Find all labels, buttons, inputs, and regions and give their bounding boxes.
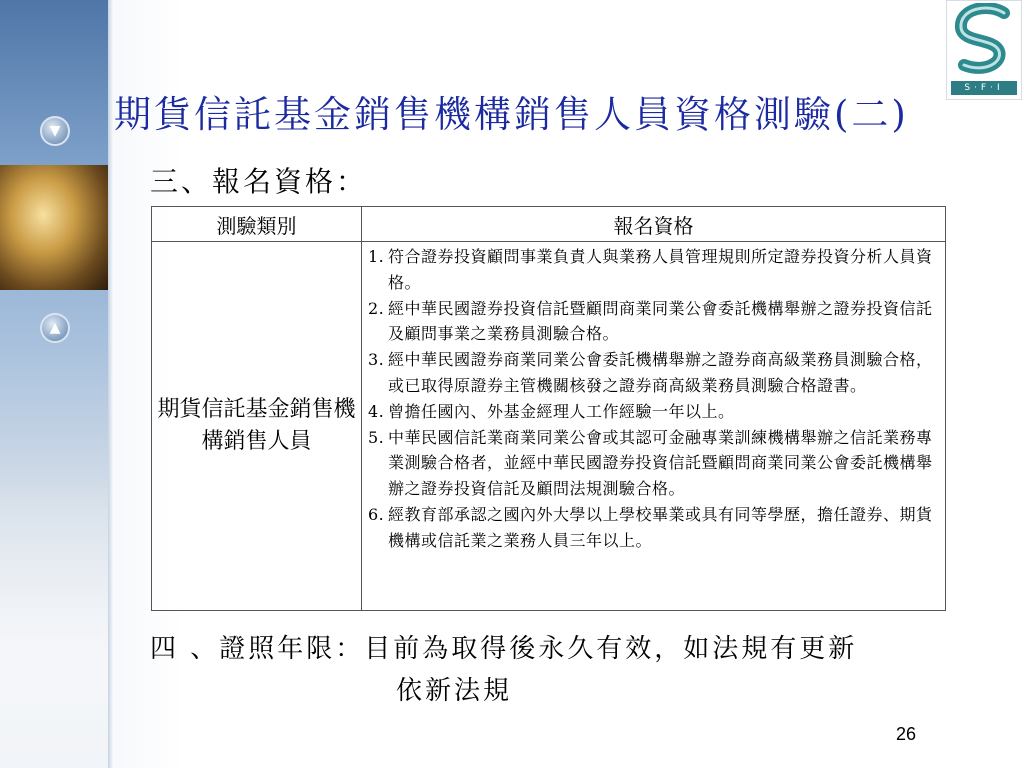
section-heading-eligibility: 三、報名資格： <box>150 165 368 198</box>
list-item: 1. 符合證券投資顧問事業負責人與業務人員管理規則所定證券投資分析人員資格。 <box>368 247 933 292</box>
qualification-cell <box>362 242 946 611</box>
table-row <box>152 242 946 611</box>
column-header-qualification: 報名資格 <box>362 207 946 242</box>
chevron-up-icon: ▲ <box>49 320 61 336</box>
list-item: 5. 中華民國信託業商業同業公會或其認可金融專業訓練機構舉辦之信託業務專業測驗合格者，並經中華民國證券投資信託暨顧問商業同業公會委託機構舉辦之證券投資信託及顧問法規測驗合格。 <box>368 427 933 499</box>
license-validity-section <box>150 628 980 712</box>
decorative-keyboard-image <box>0 470 108 768</box>
chevron-down-icon: ▼ <box>49 123 61 139</box>
logo-s-icon <box>949 3 1019 83</box>
license-validity-line1: 四 、證照年限：目前為取得後永久有效，如法規有更新 <box>150 634 858 664</box>
decorative-image <box>0 165 108 290</box>
list-item: 6. 經教育部承認之國內外大學以上學校畢業或具有同等學歷，擔任證券、期貨機構或信託業之業務人員三年以上。 <box>368 504 933 550</box>
list-item: 2. 經中華民國證券投資信託暨顧問商業同業公會委託機構舉辦之證券投資信託及顧問事業之業務員測驗合格。 <box>368 298 933 344</box>
list-item: 3. 經中華民國證券商業同業公會委託機構舉辦之證券商高級業務員測驗合格，或已取得原證券主管機關核發之證券商高級業務員測驗合格證書。 <box>368 350 933 395</box>
next-slide-button[interactable] <box>40 313 70 343</box>
exam-category-cell: 期貨信託基金銷售機構銷售人員 <box>152 242 362 611</box>
logo-text: S·F·I <box>951 81 1017 95</box>
previous-slide-button[interactable] <box>40 116 70 146</box>
page-number: 26 <box>896 724 917 744</box>
qualification-list <box>368 244 945 554</box>
column-header-category: 測驗類別 <box>152 207 362 242</box>
slide-title: 期貨信託基金銷售機構銷售人員資格測驗(二) <box>114 93 909 136</box>
table-header-row <box>152 207 946 242</box>
eligibility-table <box>151 206 946 611</box>
license-validity-line2: 依新法規 <box>396 676 513 706</box>
list-item: 4. 曾擔任國內、外基金經理人工作經驗一年以上。 <box>368 401 735 421</box>
